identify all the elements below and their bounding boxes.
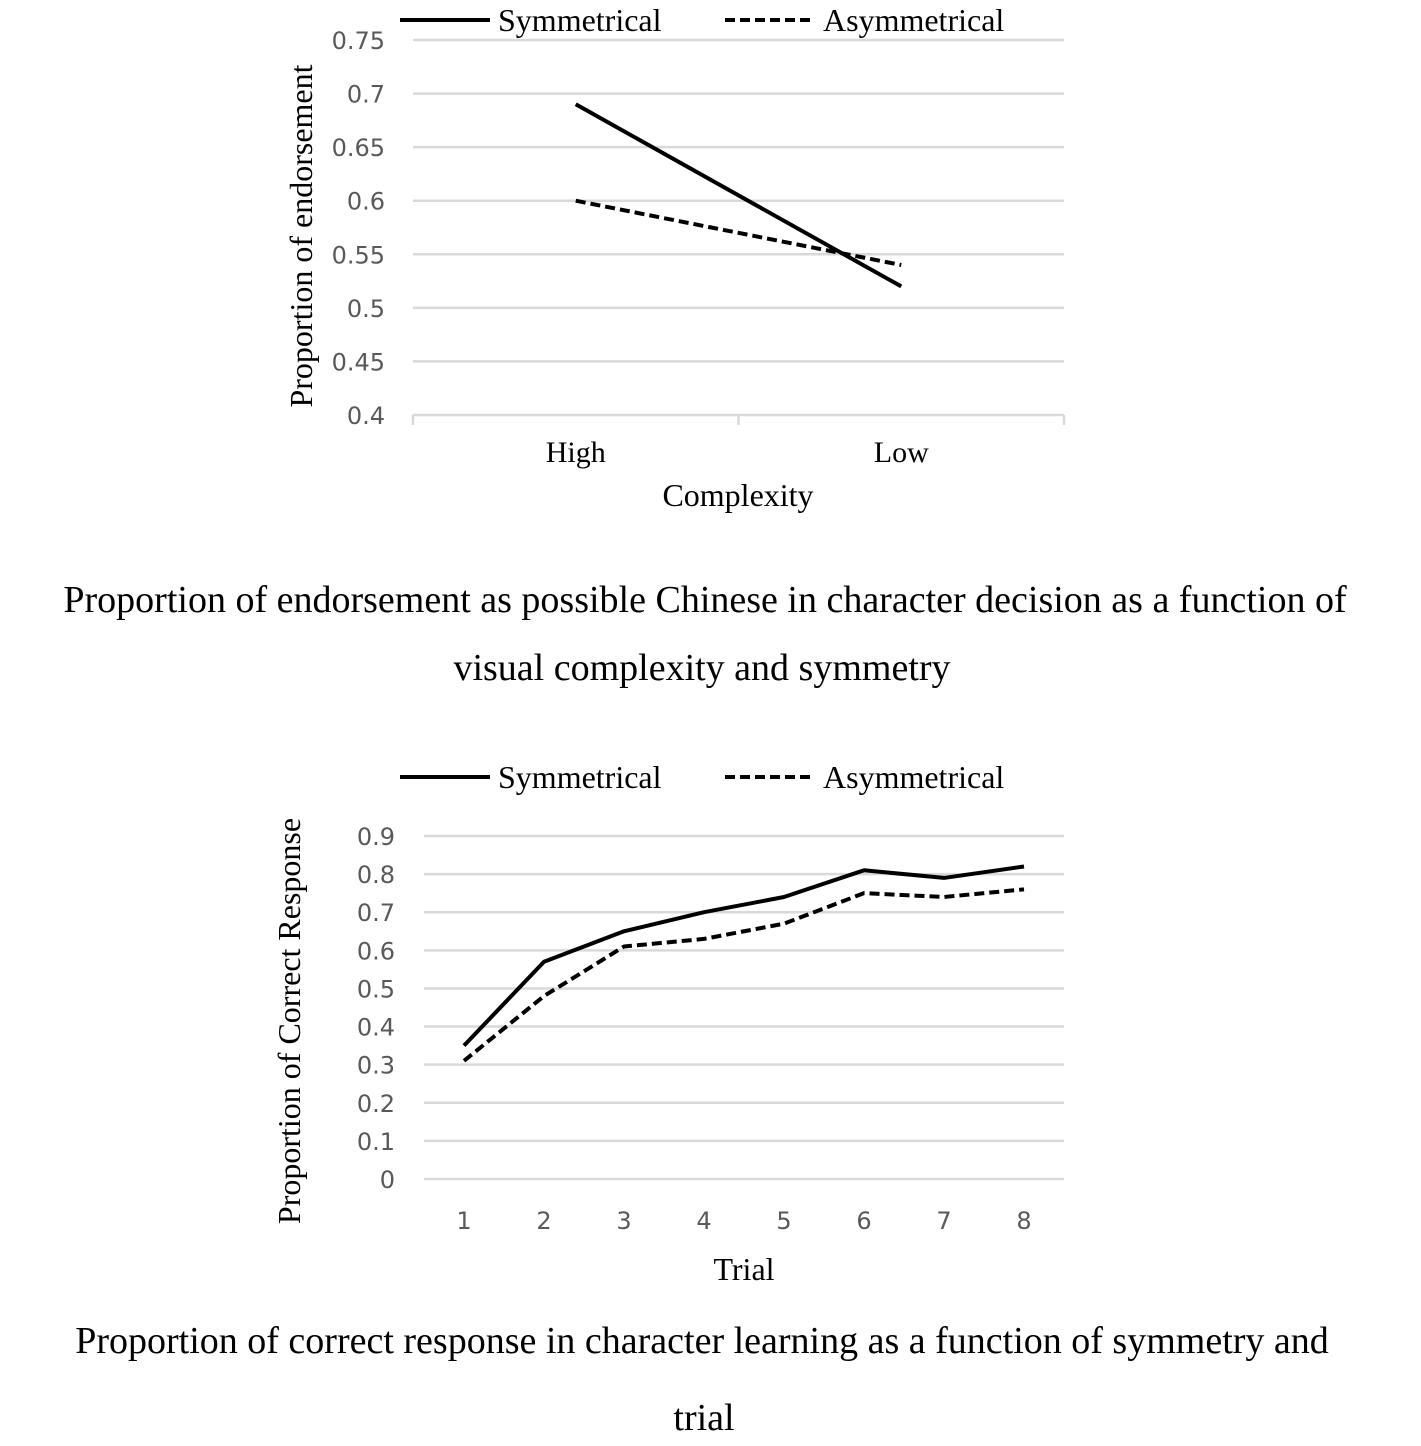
y-tick-label: 0.7 (346, 80, 385, 109)
x-tick-labels (456, 1207, 1031, 1235)
y-tick-label: 0.65 (331, 134, 385, 163)
x-tick-label: 4 (696, 1207, 712, 1235)
series-line-asymmetrical (464, 889, 1024, 1061)
legend-label-symmetrical: Symmetrical (498, 2, 662, 38)
x-tick-label: 7 (936, 1207, 952, 1235)
series-lines (464, 866, 1024, 1060)
y-tick-label: 0.45 (331, 348, 385, 377)
caption-1-line-1: Proportion of endorsement as possible Chinese in character decision as a function of (63, 579, 1347, 621)
legend (400, 2, 1004, 38)
x-tick-label: High (545, 436, 606, 469)
x-tick-label: 1 (456, 1207, 472, 1235)
y-tick-label: 0 (379, 1166, 395, 1194)
caption-2-line-2: trial (673, 1397, 735, 1439)
series-line-symmetrical (576, 104, 902, 286)
y-tick-label: 0.4 (346, 402, 385, 430)
x-tick-label: 8 (1016, 1207, 1032, 1235)
x-tick-label: 5 (776, 1207, 792, 1235)
y-tick-labels (357, 823, 395, 1194)
y-tick-label: 0.6 (346, 187, 385, 216)
y-tick-label: 0.8 (356, 861, 395, 890)
gridlines (413, 40, 1064, 415)
series-line-symmetrical (464, 866, 1024, 1045)
y-axis-label: Proportion of endorsement (283, 64, 319, 408)
gridlines (424, 836, 1064, 1179)
legend-label-symmetrical: Symmetrical (498, 759, 662, 795)
y-tick-labels (332, 27, 385, 430)
x-axis-label: Complexity (662, 477, 814, 513)
y-tick-label: 0.75 (331, 27, 385, 55)
x-tick-labels (546, 436, 929, 469)
y-tick-label: 0.5 (356, 975, 395, 1004)
caption-2-line-1: Proportion of correct response in character learning as a function of symmetry and (75, 1320, 1329, 1362)
y-tick-label: 0.1 (356, 1127, 395, 1156)
legend-label-asymmetrical: Asymmetrical (823, 2, 1005, 38)
legend (400, 759, 1004, 795)
y-tick-label: 0.7 (356, 899, 395, 928)
caption-1-line-2: visual complexity and symmetry (453, 647, 951, 689)
series-lines (576, 104, 902, 286)
y-tick-label: 0.4 (356, 1013, 395, 1042)
x-tick-label: 3 (616, 1207, 632, 1235)
y-axis-label: Proportion of Correct Response (271, 817, 307, 1225)
y-tick-label: 0.6 (356, 937, 395, 966)
legend-label-asymmetrical: Asymmetrical (823, 759, 1005, 795)
x-axis (413, 415, 1064, 425)
x-tick-label: 6 (856, 1207, 872, 1235)
y-tick-label: 0.5 (346, 294, 385, 323)
x-axis-label: Trial (713, 1251, 775, 1287)
x-tick-label: 2 (536, 1207, 552, 1235)
y-tick-label: 0.3 (356, 1051, 395, 1080)
chart-endorsement (283, 2, 1064, 513)
y-tick-label: 0.9 (356, 823, 395, 851)
chart-correct-response (271, 759, 1064, 1287)
y-tick-label: 0.2 (356, 1089, 395, 1118)
x-tick-label: Low (873, 436, 929, 469)
y-tick-label: 0.55 (331, 241, 385, 270)
